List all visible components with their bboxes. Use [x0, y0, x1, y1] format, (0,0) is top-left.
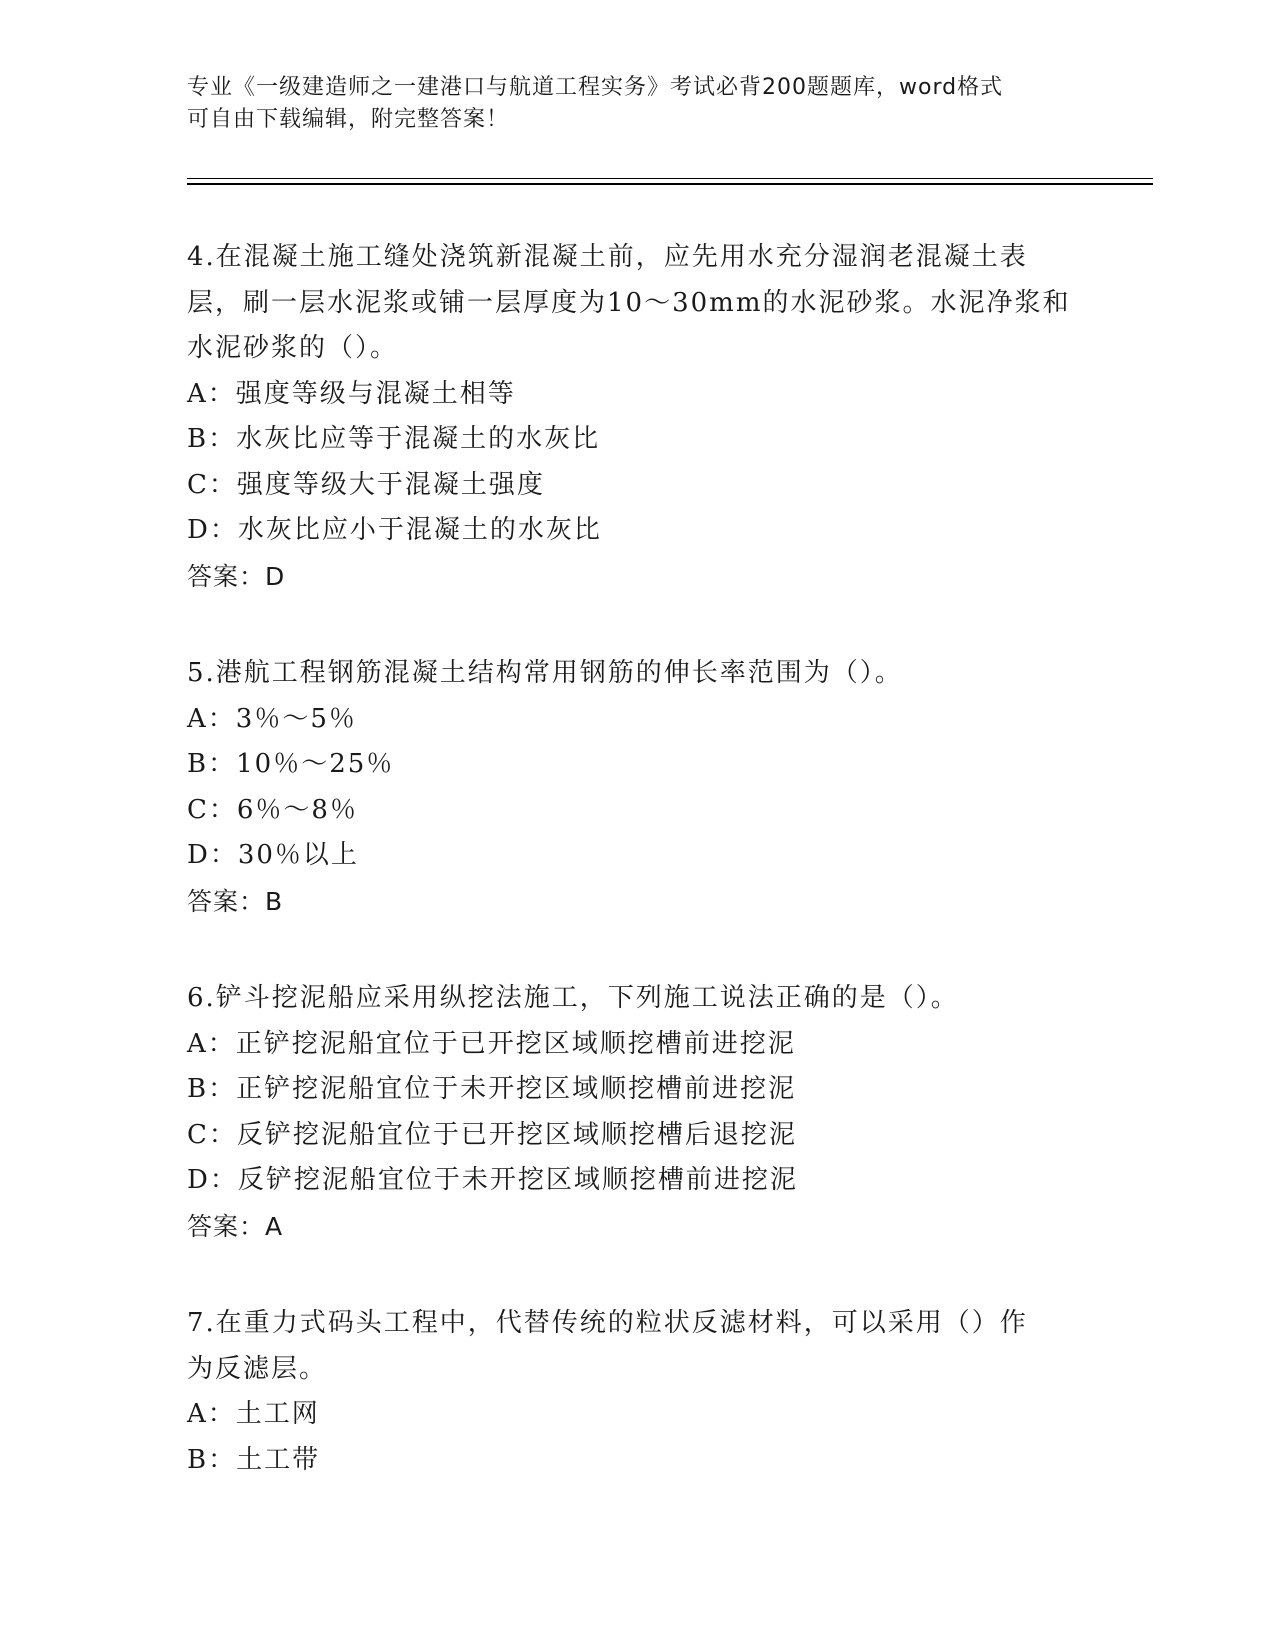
answer-label: 答案：B: [187, 886, 284, 916]
answer-label: 答案：A: [187, 1211, 284, 1241]
answer-label: 答案：D: [187, 561, 286, 591]
question-4: [187, 235, 1087, 599]
option-c: C：反铲挖泥船宜位于已开挖区域顺挖槽后退挖泥: [187, 1119, 797, 1150]
question-5: [187, 651, 1087, 924]
header-line-2: 可自由下载编辑，附完整答案！: [187, 107, 510, 132]
option-b: B：10％～25％: [187, 749, 395, 779]
option-c: C：6％～8％: [187, 794, 358, 825]
option-b: B：正铲挖泥船宜位于未开挖区域顺挖槽前进挖泥: [187, 1074, 797, 1104]
option-d: D：水灰比应小于混凝土的水灰比: [187, 515, 602, 545]
header-divider-top: [187, 178, 1153, 179]
question-text-line: 5.港航工程钢筋混凝土结构常用钢筋的伸长率范围为（）。: [187, 658, 903, 688]
question-text-line: 水泥砂浆的（）。: [187, 333, 399, 363]
document-header: [187, 72, 1067, 136]
option-a: A：正铲挖泥船宜位于已开挖区域顺挖槽前进挖泥: [187, 1028, 796, 1059]
question-text-line: 6.铲斗挖泥船应采用纵挖法施工，下列施工说法正确的是（）。: [187, 983, 959, 1013]
question-7: [187, 1301, 1087, 1483]
question-list: [187, 235, 1087, 1535]
header-divider-bottom: [187, 183, 1153, 185]
question-text-line: 层，刷一层水泥浆或铺一层厚度为10～30mm的水泥砂浆。水泥净浆和: [187, 287, 1071, 318]
option-a: A：强度等级与混凝土相等: [187, 378, 516, 409]
option-d: D：反铲挖泥船宜位于未开挖区域顺挖槽前进挖泥: [187, 1165, 798, 1195]
question-text-line: 4.在混凝土施工缝处浇筑新混凝土前，应先用水充分湿润老混凝土表: [187, 242, 1028, 272]
option-b: B：土工带: [187, 1444, 321, 1475]
question-6: [187, 976, 1087, 1249]
option-a: A：土工网: [187, 1399, 320, 1429]
option-d: D：30％以上: [187, 840, 359, 870]
option-a: A：3％～5％: [187, 703, 357, 734]
option-c: C：强度等级大于混凝土强度: [187, 469, 545, 500]
header-line-1: 专业《一级建造师之一建港口与航道工程实务》考试必背200题题库，word格式: [187, 75, 1004, 100]
question-text-line: 为反滤层。: [187, 1353, 328, 1384]
question-text-line: 7.在重力式码头工程中，代替传统的粒状反滤材料，可以采用（）作: [187, 1308, 1028, 1338]
option-b: B：水灰比应等于混凝土的水灰比: [187, 424, 601, 454]
